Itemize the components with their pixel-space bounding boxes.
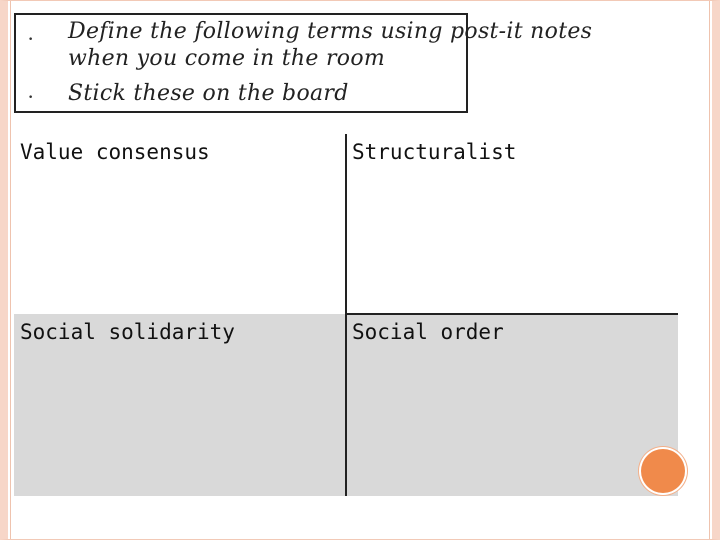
term-label: Social solidarity xyxy=(20,320,235,344)
term-cell xyxy=(346,134,678,314)
instruction-line: when you come in the room xyxy=(68,46,386,71)
term-label: Structuralist xyxy=(352,140,517,164)
bullet-marker: • xyxy=(28,35,34,45)
terms-table xyxy=(14,134,678,496)
instruction-line: Define the following terms using post-it notes xyxy=(68,19,593,44)
term-cell xyxy=(14,314,346,496)
column-divider xyxy=(345,134,347,496)
term-cell xyxy=(346,314,678,496)
instructions-box xyxy=(14,13,593,113)
row-divider xyxy=(346,313,678,315)
instruction-line: Stick these on the board xyxy=(68,81,349,106)
bullet-marker: • xyxy=(28,93,34,103)
term-cell xyxy=(14,134,346,314)
decorative-circle xyxy=(641,449,685,493)
term-label: Value consensus xyxy=(20,140,210,164)
term-label: Social order xyxy=(352,320,504,344)
